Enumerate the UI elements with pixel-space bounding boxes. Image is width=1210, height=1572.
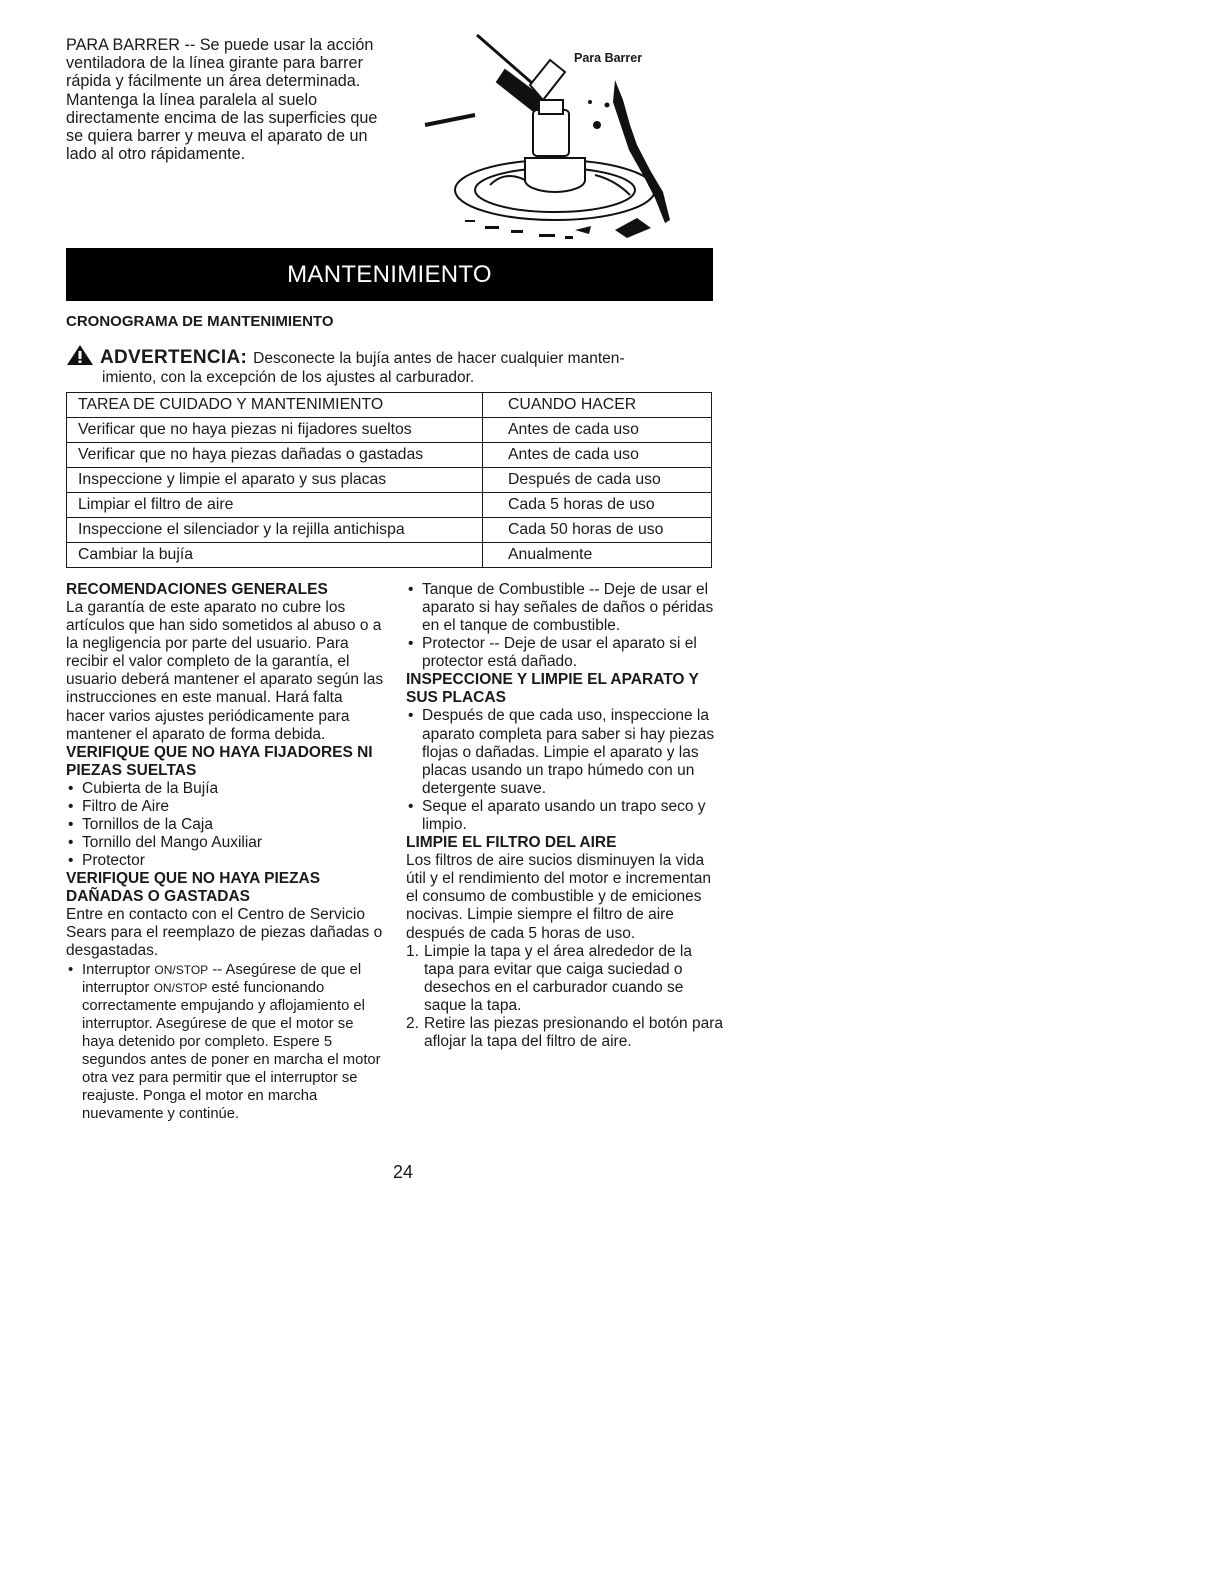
task-cell: Verificar que no haya piezas ni fijadores sueltos bbox=[67, 418, 483, 443]
general-recommendations-heading: RECOMENDACIONES GENERALES bbox=[66, 581, 328, 598]
column-header-when: CUANDO HACER bbox=[483, 393, 712, 418]
switch-item bbox=[66, 961, 384, 1124]
table-row bbox=[67, 468, 712, 493]
warning-block bbox=[66, 344, 716, 387]
list-item: 2. Retire las piezas presionando el botón para aflojar la tapa del filtro de aire. bbox=[406, 1014, 723, 1051]
switch-list bbox=[66, 961, 384, 1124]
general-recommendations-text: La garantía de este aparato no cubre los artículos que han sido sometidos al abuso o a la negligencia por parte del usuario. Para recibir el valor completo de la garantía, el usuario deberá mantener el aparato según las instrucciones en este manual. Hará falta hacer varios ajustes periódicamente para mantener el aparato de forma debida. bbox=[66, 599, 384, 743]
warning-label: ADVERTENCIA: bbox=[100, 347, 248, 368]
list-item: • Tornillos de la Caja bbox=[66, 816, 384, 834]
table-row bbox=[67, 543, 712, 568]
left-column bbox=[66, 581, 384, 1123]
warning-triangle-icon bbox=[66, 344, 94, 366]
when-cell: Después de cada uso bbox=[483, 468, 712, 493]
task-cell: Verificar que no haya piezas dañadas o gastadas bbox=[67, 443, 483, 468]
when-cell: Anualmente bbox=[483, 543, 712, 568]
table-row bbox=[67, 418, 712, 443]
list-item: • Tornillo del Mango Auxiliar bbox=[66, 834, 384, 852]
schedule-title: CRONOGRAMA DE MANTENIMIENTO bbox=[66, 313, 334, 330]
damaged-parts-text: Entre en contacto con el Centro de Servicio Sears para el reemplazo de piezas dañadas o desgastadas. bbox=[66, 906, 383, 960]
maintenance-schedule-table bbox=[66, 392, 712, 568]
step-text: Retire las piezas presionando el botón para aflojar la tapa del filtro de aire. bbox=[424, 1014, 723, 1051]
list-item: • Seque el aparato usando un trapo seco y limpio. bbox=[406, 798, 724, 834]
inspect-clean-list bbox=[406, 707, 724, 834]
table-row bbox=[67, 443, 712, 468]
task-cell: Inspeccione y limpie el aparato y sus placas bbox=[67, 468, 483, 493]
loose-parts-heading: VERIFIQUE QUE NO HAYA FIJADORES NI PIEZAS SUELTAS bbox=[66, 743, 373, 779]
task-cell: Cambiar la bujía bbox=[67, 543, 483, 568]
task-cell: Inspeccione el silenciador y la rejilla antichispa bbox=[67, 518, 483, 543]
warning-text-line1: Desconecte la bujía antes de hacer cualquier manten- bbox=[253, 350, 625, 367]
trimmer-sweeping-illustration bbox=[415, 30, 715, 245]
loose-parts-list bbox=[66, 780, 384, 870]
switch-code: ON/STOP bbox=[154, 962, 209, 977]
table-row bbox=[67, 518, 712, 543]
task-cell: Limpiar el filtro de aire bbox=[67, 493, 483, 518]
table-header-row bbox=[67, 393, 712, 418]
list-item: • Cubierta de la Bujía bbox=[66, 780, 384, 798]
fuel-tank-item: • Tanque de Combustible -- Deje de usar el aparato si hay señales de daños o péridas en el tanque de combustible. bbox=[406, 581, 724, 635]
page-number: 24 bbox=[393, 1162, 414, 1182]
inspect-clean-heading: INSPECCIONE Y LIMPIE EL APARATO Y SUS PLACAS bbox=[406, 671, 699, 707]
list-item: • Protector bbox=[66, 852, 384, 870]
air-filter-heading: LIMPIE EL FILTRO DEL AIRE bbox=[406, 834, 617, 852]
list-item: • Filtro de Aire bbox=[66, 798, 384, 816]
fuel-guard-list bbox=[406, 581, 724, 671]
when-cell: Antes de cada uso bbox=[483, 418, 712, 443]
when-cell: Cada 50 horas de uso bbox=[483, 518, 712, 543]
switch-code-repeat: ON/STOP bbox=[153, 980, 208, 995]
when-cell: Antes de cada uso bbox=[483, 443, 712, 468]
when-cell: Cada 5 horas de uso bbox=[483, 493, 712, 518]
switch-label: Interruptor bbox=[82, 961, 151, 978]
switch-text-2: esté funcionando correctamente empujando y aflojamiento el interruptor. Asegúrese de que el motor se haya detenido por completo. Espere 5 segundos antes de poner en marcha el motor otra vez para permitir que el interruptor se reajuste. Ponga el motor en marcha nuevamente y continúe. bbox=[82, 979, 381, 1123]
step-text: Limpie la tapa y el área alrededor de la tapa para evitar que caiga suciedad o desechos en el carburador cuando se saque la tapa. bbox=[424, 942, 692, 1014]
figure-caption: Para Barrer bbox=[574, 51, 643, 65]
sweeping-paragraph bbox=[66, 36, 396, 163]
warning-text-line2: imiento, con la excepción de los ajustes al carburador. bbox=[102, 369, 475, 386]
section-banner: MANTENIMIENTO bbox=[66, 248, 713, 301]
list-item: 1. Limpie la tapa y el área alrededor de la tapa para evitar que caiga suciedad o desechos en el carburador cuando se saque la tapa. bbox=[406, 942, 692, 1014]
right-column bbox=[406, 581, 724, 1051]
guard-item: • Protector -- Deje de usar el aparato si el protector está dañado. bbox=[406, 635, 724, 671]
damaged-parts-heading: VERIFIQUE QUE NO HAYA PIEZAS DAÑADAS O GASTADAS bbox=[66, 870, 321, 906]
table-row bbox=[67, 493, 712, 518]
switch-text-1: -- Asegúrese de que el interruptor bbox=[82, 961, 362, 996]
column-header-task: TAREA DE CUIDADO Y MANTENIMIENTO bbox=[67, 393, 483, 418]
air-filter-steps bbox=[406, 943, 724, 1052]
list-item: • Después de que cada uso, inspeccione la aparato completa para saber si hay piezas flojas o dañadas. Limpie el aparato y las placas usando un trapo húmedo con un detergente suave. bbox=[406, 707, 724, 797]
air-filter-text: Los filtros de aire sucios disminuyen la vida útil y el rendimiento del motor e incrementan el consumo de combustible y de emiciones nocivas. Limpie siempre el filtro de aire después de cada 5 horas de uso. bbox=[406, 852, 711, 942]
sweeping-text: PARA BARRER -- Se puede usar la acción ventiladora de la línea girante para barrer rápida y fácilmente un área determinada. Mantenga la línea paralela al suelo directamente encima de las superficies que se quiera barrer y meuva el aparato de un lado al otro rápidamente. bbox=[66, 36, 378, 164]
